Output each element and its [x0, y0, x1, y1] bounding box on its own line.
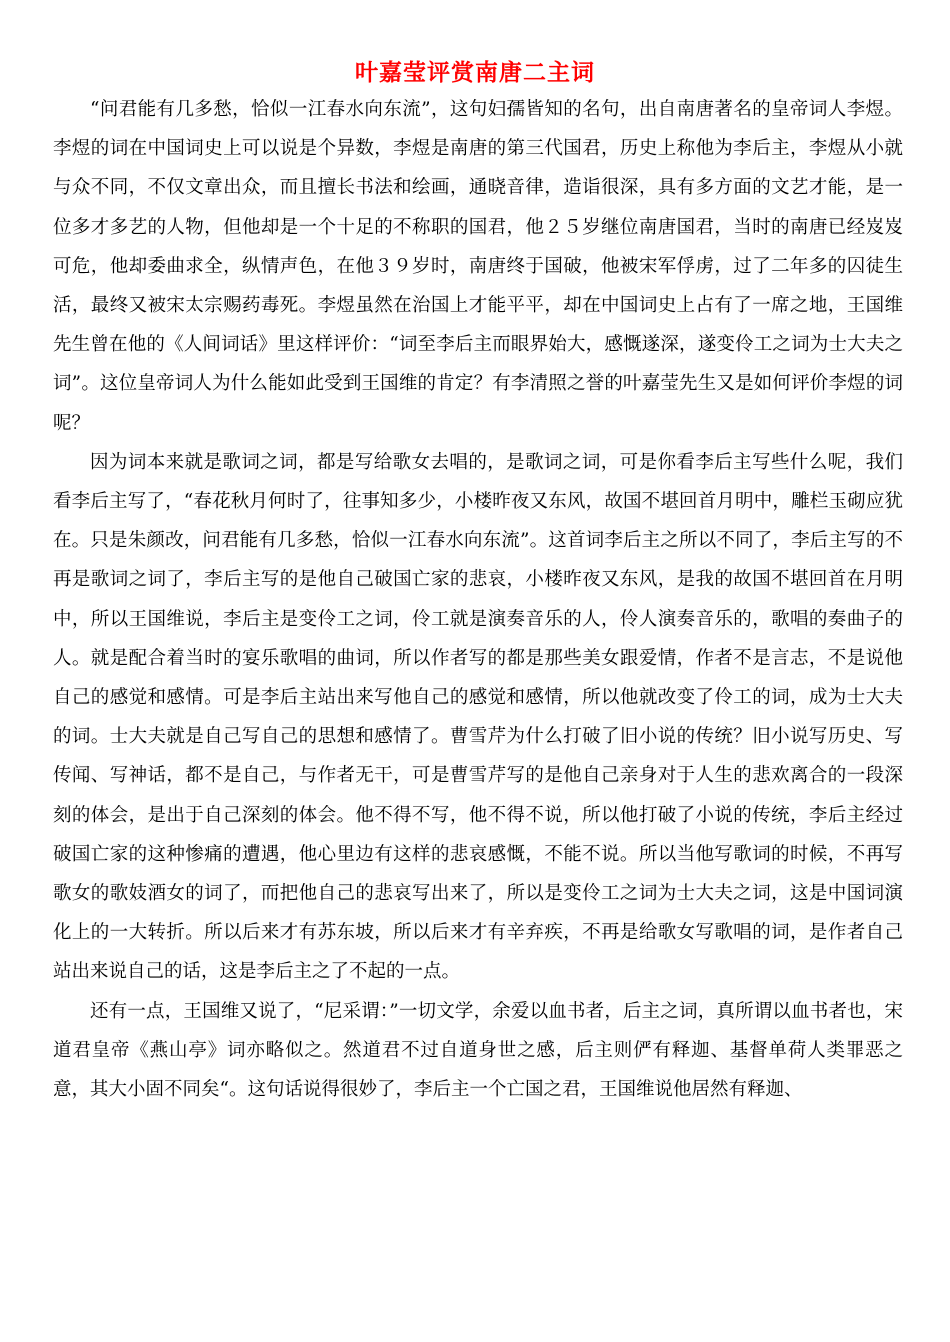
paragraph-1: “问君能有几多愁，恰似一江春水向东流”，这句妇孺皆知的名句，出自南唐著名的皇帝词人李煜。李煜的词在中国词史上可以说是个异数，李煜是南唐的第三代国君，历史上称他为李后主，李煜从小就与众不同，不仅文章出众，而且擅长书法和绘画，通晓音律，造诣很深，具有多方面的文艺才能，是一位多才多艺的人物，但他却是一个十足的不称职的国君，他２５岁继位南唐国君，当时的南唐已经岌岌可危，他却委曲求全，纵情声色，在他３９岁时，南唐终于国破，他被宋军俘虏，过了二年多的囚徒生活，最终又被宋太宗赐药毒死。李煜虽然在治国上才能平平，却在中国词史上占有了一席之地，王国维先生曾在他的《人间词话》里这样评价：“词至李后主而眼界始大，感慨遂深，遂变伶工之词为士大夫之词”。这位皇帝词人为什么能如此受到王国维的肯定？有李清照之誉的叶嘉莹先生又是如何评价李煜的词呢？ [53, 99, 903, 434]
paragraph-3: 还有一点，王国维又说了，“尼采谓：”一切文学，余爱以血书者，后主之词，真所谓以血书者也，宋道君皇帝《燕山亭》词亦略似之。然道君不过自道身世之感，后主则俨有释迦、基督单荷人类罪恶之意，其大小固不同矣“。这句话说得很妙了，李后主一个亡国之君，王国维说他居然有释迦、 [53, 1000, 903, 1101]
paragraph-2: 因为词本来就是歌词之词，都是写给歌女去唱的，是歌词之词，可是你看李后主写些什么呢，我们看李后主写了，“春花秋月何时了，往事知多少，小楼昨夜又东风，故国不堪回首月明中，雕栏玉砌应犹在。只是朱颜改，问君能有几多愁，恰似一江春水向东流”。这首词李后主之所以不同了，李后主写的不再是歌词之词了，李后主写的是他自己破国亡家的悲哀，小楼昨夜又东风，是我的故国不堪回首在月明中，所以王国维说，李后主是变伶工之词，伶工就是演奏音乐的人，伶人演奏音乐的，歌唱的奏曲子的人。就是配合着当时的宴乐歌唱的曲词，所以作者写的都是那些美女跟爱情，作者不是言志，不是说他自己的感觉和感情。可是李后主站出来写他自己的感觉和感情，所以他就改变了伶工的词，成为士大夫的词。士大夫就是自己写自己的思想和感情了。曹雪芹为什么打破了旧小说的传统？旧小说写历史、写传闻、写神话，都不是自己，与作者无干，可是曹雪芹写的是他自己亲身对于人生的悲欢离合的一段深刻的体会，是出于自己深刻的体会。他不得不写，他不得不说，所以他打破了小说的传统，李后主经过破国亡家的这种惨痛的遭遇，他心里边有这样的悲哀感慨，不能不说。所以当他写歌词的时候，不再写歌女的歌妓酒女的词了，而把他自己的悲哀写出来了，所以是变伶工之词为士大夫之词，这是中国词演化上的一大转折。所以后来才有苏东坡，所以后来才有辛弃疾，不再是给歌女写歌唱的词，是作者自己站出来说自己的话，这是李后主之了不起的一点。 [53, 451, 903, 983]
document-title: 叶嘉莹评赏南唐二主词 [355, 59, 595, 86]
document-body [53, 90, 903, 1109]
